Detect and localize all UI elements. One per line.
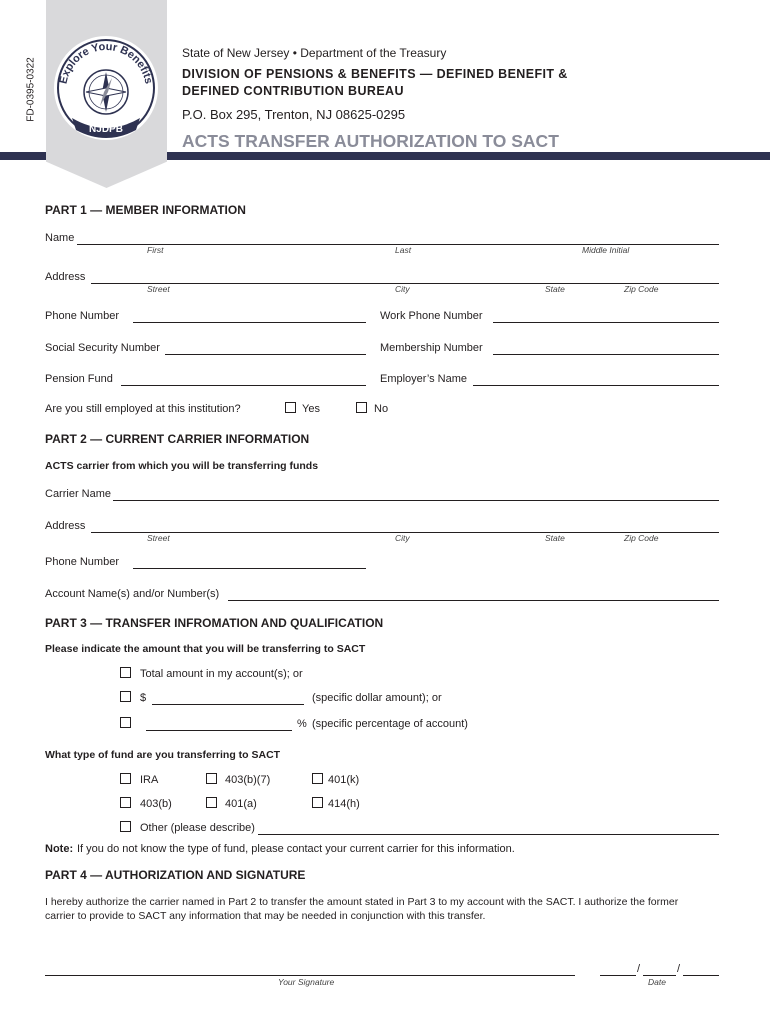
carrier-phone-label: Phone Number — [45, 556, 119, 568]
ssn-label: Social Security Number — [45, 342, 160, 354]
employed-question: Are you still employed at this institution? — [45, 403, 241, 415]
yes-label: Yes — [302, 403, 320, 415]
carrier-state-hint: State — [545, 533, 565, 543]
note-bold: Note: — [45, 843, 74, 855]
403b-label: 403(b) — [140, 798, 172, 810]
form-id: FD-0395-0322 — [25, 57, 37, 122]
ira-label: IRA — [140, 774, 159, 786]
part4-heading: PART 4 — AUTHORIZATION AND SIGNATURE — [45, 868, 306, 882]
dollar-sign: $ — [140, 692, 147, 704]
carrier-name-field[interactable] — [113, 500, 719, 501]
total-amount-label: Total amount in my account(s); or — [140, 668, 303, 680]
authorization-text-line2: carrier to provide to SACT any information that may be needed in conjunction with this transfer. — [45, 910, 486, 922]
403b7-label: 403(b)(7) — [225, 774, 271, 786]
percent-checkbox[interactable] — [120, 717, 131, 728]
address-label: Address — [45, 271, 86, 283]
date-day-field[interactable] — [643, 975, 676, 976]
state-hint: State — [545, 284, 565, 294]
ssn-field[interactable] — [165, 354, 366, 355]
403b-checkbox[interactable] — [120, 797, 131, 808]
division-line-2: DEFINED CONTRIBUTION BUREAU — [182, 84, 404, 98]
pension-fund-label: Pension Fund — [45, 373, 113, 385]
form-title: ACTS TRANSFER AUTHORIZATION TO SACT — [182, 131, 559, 151]
no-label: No — [374, 403, 389, 415]
svg-text:NJDPB: NJDPB — [89, 124, 123, 135]
401a-label: 401(a) — [225, 798, 257, 810]
date-month-field[interactable] — [600, 975, 636, 976]
414h-label: 414(h) — [328, 798, 360, 810]
no-checkbox[interactable] — [356, 402, 367, 413]
middle-initial-hint: Middle Initial — [582, 245, 630, 255]
membership-label: Membership Number — [380, 342, 483, 354]
date-slash-1: / — [637, 963, 641, 975]
employer-field[interactable] — [473, 385, 719, 386]
date-hint: Date — [648, 977, 666, 987]
city-hint: City — [395, 284, 410, 294]
yes-checkbox[interactable] — [285, 402, 296, 413]
account-label: Account Name(s) and/or Number(s) — [45, 588, 220, 600]
amount-prompt: Please indicate the amount that you will be transferring to SACT — [45, 643, 366, 655]
date-year-field[interactable] — [683, 975, 719, 976]
svg-text:Explore Your Benefits: Explore Your Benefits — [57, 40, 155, 86]
first-name-hint: First — [147, 245, 164, 255]
part3-heading: PART 3 — TRANSFER INFROMATION AND QUALIFICATION — [45, 616, 384, 630]
work-phone-label: Work Phone Number — [380, 310, 483, 322]
phone-field[interactable] — [133, 322, 366, 323]
carrier-street-hint: Street — [147, 533, 170, 543]
401a-checkbox[interactable] — [206, 797, 217, 808]
note-text: If you do not know the type of fund, please contact your current carrier for this information. — [77, 843, 515, 855]
phone-label: Phone Number — [45, 310, 119, 322]
dollar-amount-field[interactable] — [152, 704, 304, 705]
401k-label: 401(k) — [328, 774, 360, 786]
state-department-line: State of New Jersey • Department of the Treasury — [182, 46, 447, 60]
work-phone-field[interactable] — [493, 322, 719, 323]
carrier-phone-field[interactable] — [133, 568, 366, 569]
street-hint: Street — [147, 284, 170, 294]
other-label: Other (please describe) — [140, 822, 255, 834]
other-checkbox[interactable] — [120, 821, 131, 832]
pension-fund-field[interactable] — [121, 385, 366, 386]
account-field[interactable] — [228, 600, 719, 601]
percent-symbol: % — [297, 718, 307, 730]
name-label: Name — [45, 232, 75, 244]
part1-heading: PART 1 — MEMBER INFORMATION — [45, 203, 246, 217]
carrier-name-label: Carrier Name — [45, 488, 112, 500]
njdpb-logo — [52, 34, 160, 142]
carrier-city-hint: City — [395, 533, 410, 543]
carrier-zip-hint: Zip Code — [624, 533, 659, 543]
ira-checkbox[interactable] — [120, 773, 131, 784]
other-description-field[interactable] — [258, 834, 719, 835]
signature-hint: Your Signature — [278, 977, 335, 987]
date-slash-2: / — [677, 963, 681, 975]
signature-field[interactable] — [45, 975, 575, 976]
employer-label: Employer’s Name — [380, 373, 468, 385]
authorization-text-line1: I hereby authorize the carrier named in Part 2 to transfer the amount stated in Part 3 to my account with the SACT. I authorize the former — [45, 896, 679, 908]
zip-hint: Zip Code — [624, 284, 659, 294]
dollar-amount-label: (specific dollar amount); or — [312, 692, 442, 704]
dollar-amount-checkbox[interactable] — [120, 691, 131, 702]
part2-subheading: ACTS carrier from which you will be transferring funds — [45, 460, 319, 472]
414h-checkbox[interactable] — [312, 797, 323, 808]
percent-label: (specific percentage of account) — [312, 718, 468, 730]
mailing-address: P.O. Box 295, Trenton, NJ 08625-0295 — [182, 107, 406, 122]
part2-heading: PART 2 — CURRENT CARRIER INFORMATION — [45, 432, 310, 446]
401k-checkbox[interactable] — [312, 773, 323, 784]
division-line-1: DIVISION OF PENSIONS & BENEFITS — DEFINED BENEFIT & — [182, 67, 568, 81]
total-amount-checkbox[interactable] — [120, 667, 131, 678]
403b7-checkbox[interactable] — [206, 773, 217, 784]
carrier-address-label: Address — [45, 520, 86, 532]
percent-field[interactable] — [146, 730, 292, 731]
membership-field[interactable] — [493, 354, 719, 355]
last-name-hint: Last — [395, 245, 412, 255]
fund-type-prompt: What type of fund are you transferring to SACT — [45, 749, 281, 761]
